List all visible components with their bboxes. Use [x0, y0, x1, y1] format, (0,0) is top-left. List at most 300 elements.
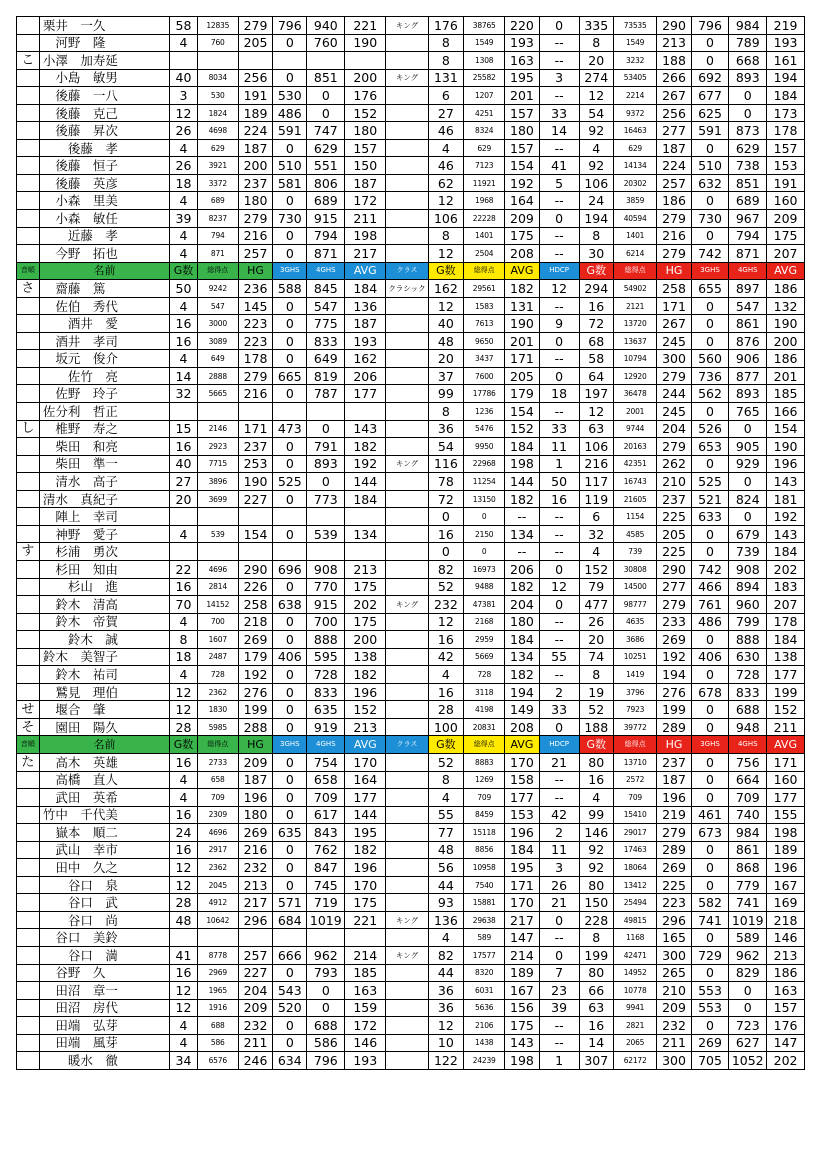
value-cell: 33: [539, 420, 579, 438]
value-cell: 591: [273, 122, 307, 140]
value-cell: [386, 806, 428, 824]
table-row: [17, 841, 805, 859]
value-cell: 161: [767, 52, 805, 70]
value-cell: 44: [428, 876, 463, 894]
value-cell: 547: [307, 297, 345, 315]
value-cell: 677: [691, 87, 729, 105]
value-cell: 24239: [464, 1052, 505, 1070]
value-cell: 187: [238, 771, 272, 789]
value-cell: 4: [170, 771, 197, 789]
value-cell: 0: [691, 543, 729, 561]
value-cell: 68: [579, 332, 613, 350]
value-cell: 196: [238, 789, 272, 807]
value-cell: 0: [428, 508, 463, 526]
value-cell: 1019: [729, 911, 767, 929]
header-cell: 4GHS: [307, 736, 345, 754]
value-cell: [386, 683, 428, 701]
value-cell: 0: [691, 929, 729, 947]
table-row: [17, 929, 805, 947]
value-cell: 279: [238, 210, 272, 228]
value-cell: 0: [273, 718, 307, 736]
table-row: [17, 139, 805, 157]
value-cell: 143: [505, 1034, 539, 1052]
value-cell: 1549: [613, 34, 656, 52]
value-cell: 40: [170, 455, 197, 473]
value-cell: 6214: [613, 245, 656, 263]
value-cell: 739: [613, 543, 656, 561]
value-cell: 207: [767, 245, 805, 263]
value-cell: キング: [386, 946, 428, 964]
value-cell: 47381: [464, 596, 505, 614]
value-cell: 1269: [464, 771, 505, 789]
value-cell: 709: [197, 789, 238, 807]
value-cell: [238, 508, 272, 526]
value-cell: 5665: [197, 385, 238, 403]
value-cell: 8: [579, 929, 613, 947]
value-cell: 237: [238, 174, 272, 192]
value-cell: 196: [345, 859, 386, 877]
value-cell: 146: [345, 1034, 386, 1052]
value-cell: 184: [767, 543, 805, 561]
player-name-cell: 後藤 孝: [39, 139, 169, 157]
value-cell: 300: [657, 350, 691, 368]
value-cell: 162: [428, 280, 463, 298]
value-cell: 279: [657, 210, 691, 228]
value-cell: 3118: [464, 683, 505, 701]
value-cell: [197, 52, 238, 70]
value-cell: 510: [691, 157, 729, 175]
value-cell: 799: [729, 613, 767, 631]
value-cell: 796: [273, 17, 307, 35]
value-cell: 187: [657, 139, 691, 157]
kana-index-cell: [17, 332, 40, 350]
value-cell: 209: [657, 999, 691, 1017]
table-row: [17, 455, 805, 473]
value-cell: --: [539, 789, 579, 807]
value-cell: 33: [539, 104, 579, 122]
value-cell: 147: [767, 1034, 805, 1052]
value-cell: 82: [428, 560, 463, 578]
kana-index-cell: [17, 929, 40, 947]
value-cell: [386, 139, 428, 157]
value-cell: [238, 403, 272, 421]
value-cell: 1052: [729, 1052, 767, 1070]
value-cell: 0: [691, 859, 729, 877]
value-cell: 194: [767, 69, 805, 87]
value-cell: [386, 982, 428, 1000]
value-cell: 164: [505, 192, 539, 210]
value-cell: 21605: [613, 490, 656, 508]
table-row: [17, 999, 805, 1017]
value-cell: 26: [539, 876, 579, 894]
value-cell: 209: [238, 753, 272, 771]
value-cell: [197, 929, 238, 947]
value-cell: --: [539, 525, 579, 543]
value-cell: 4696: [197, 560, 238, 578]
value-cell: 1401: [613, 227, 656, 245]
value-cell: 0: [273, 490, 307, 508]
value-cell: 794: [729, 227, 767, 245]
value-cell: 2959: [464, 631, 505, 649]
value-cell: 679: [729, 525, 767, 543]
value-cell: 52: [579, 701, 613, 719]
value-cell: 138: [345, 648, 386, 666]
kana-index-cell: [17, 139, 40, 157]
value-cell: 2146: [197, 420, 238, 438]
value-cell: [197, 543, 238, 561]
value-cell: 627: [729, 1034, 767, 1052]
value-cell: 20: [428, 350, 463, 368]
player-name-cell: 河野 隆: [39, 34, 169, 52]
value-cell: 906: [729, 350, 767, 368]
value-cell: 256: [238, 69, 272, 87]
value-cell: [386, 718, 428, 736]
value-cell: [386, 789, 428, 807]
value-cell: 20: [579, 52, 613, 70]
value-cell: 223: [657, 894, 691, 912]
value-cell: 12: [170, 859, 197, 877]
value-cell: 39772: [613, 718, 656, 736]
kana-index-cell: [17, 789, 40, 807]
value-cell: 638: [273, 596, 307, 614]
value-cell: 198: [505, 455, 539, 473]
player-name-cell: 栗井 一久: [39, 17, 169, 35]
value-cell: 190: [505, 315, 539, 333]
player-name-cell: 酒井 孝司: [39, 332, 169, 350]
value-cell: 134: [505, 648, 539, 666]
value-cell: 754: [307, 753, 345, 771]
value-cell: 194: [505, 683, 539, 701]
player-name-cell: 田端 風芽: [39, 1034, 169, 1052]
value-cell: 266: [657, 69, 691, 87]
value-cell: 0: [273, 578, 307, 596]
value-cell: 1: [539, 455, 579, 473]
value-cell: 16743: [613, 473, 656, 491]
kana-index-cell: [17, 508, 40, 526]
value-cell: [273, 543, 307, 561]
value-cell: 184: [505, 631, 539, 649]
value-cell: 0: [691, 876, 729, 894]
value-cell: 276: [657, 683, 691, 701]
value-cell: 54: [428, 438, 463, 456]
value-cell: 2487: [197, 648, 238, 666]
player-name-cell: 竹中 千代美: [39, 806, 169, 824]
value-cell: 18: [170, 648, 197, 666]
value-cell: 150: [345, 157, 386, 175]
value-cell: 196: [657, 789, 691, 807]
value-cell: 220: [505, 17, 539, 35]
value-cell: 4198: [464, 701, 505, 719]
value-cell: 28: [170, 894, 197, 912]
value-cell: 0: [691, 789, 729, 807]
value-cell: 218: [238, 613, 272, 631]
kana-index-cell: せ: [17, 701, 40, 719]
value-cell: 0: [691, 315, 729, 333]
value-cell: 1168: [613, 929, 656, 947]
header-cell: G数: [170, 736, 197, 754]
value-cell: 728: [307, 666, 345, 684]
value-cell: 16: [428, 631, 463, 649]
value-cell: --: [539, 227, 579, 245]
value-cell: 9941: [613, 999, 656, 1017]
value-cell: 560: [691, 350, 729, 368]
table-row: [17, 297, 805, 315]
value-cell: 52: [428, 578, 463, 596]
value-cell: 211: [657, 1034, 691, 1052]
kana-index-cell: [17, 578, 40, 596]
value-cell: 2504: [464, 245, 505, 263]
value-cell: 4: [428, 789, 463, 807]
value-cell: 269: [657, 859, 691, 877]
value-cell: 851: [729, 174, 767, 192]
value-cell: 539: [197, 525, 238, 543]
value-cell: [307, 52, 345, 70]
value-cell: 688: [197, 1017, 238, 1035]
value-cell: 8459: [464, 806, 505, 824]
value-cell: 221: [345, 911, 386, 929]
value-cell: 692: [691, 69, 729, 87]
value-cell: 3372: [197, 174, 238, 192]
kana-index-cell: [17, 104, 40, 122]
value-cell: 16: [170, 841, 197, 859]
player-name-cell: 谷口 美鈴: [39, 929, 169, 947]
value-cell: 200: [238, 157, 272, 175]
value-cell: 170: [345, 753, 386, 771]
kana-index-cell: [17, 596, 40, 614]
value-cell: 177: [767, 789, 805, 807]
player-name-cell: 谷口 満: [39, 946, 169, 964]
value-cell: 216: [238, 841, 272, 859]
value-cell: 36: [428, 999, 463, 1017]
value-cell: 175: [505, 1017, 539, 1035]
value-cell: --: [539, 245, 579, 263]
value-cell: 15410: [613, 806, 656, 824]
value-cell: 700: [307, 613, 345, 631]
value-cell: 171: [505, 350, 539, 368]
value-cell: 2917: [197, 841, 238, 859]
value-cell: 709: [307, 789, 345, 807]
value-cell: 145: [238, 297, 272, 315]
value-cell: 0: [273, 613, 307, 631]
player-name-cell: 杉山 進: [39, 578, 169, 596]
value-cell: 1607: [197, 631, 238, 649]
value-cell: 29561: [464, 280, 505, 298]
value-cell: 269: [238, 824, 272, 842]
value-cell: 72: [428, 490, 463, 508]
table-row: [17, 824, 805, 842]
value-cell: 4: [170, 227, 197, 245]
kana-index-cell: [17, 560, 40, 578]
value-cell: 186: [767, 280, 805, 298]
value-cell: 586: [197, 1034, 238, 1052]
value-cell: 547: [197, 297, 238, 315]
kana-index-cell: [17, 1052, 40, 1070]
value-cell: 629: [197, 139, 238, 157]
value-cell: 258: [238, 596, 272, 614]
value-cell: 194: [579, 210, 613, 228]
value-cell: 530: [197, 87, 238, 105]
value-cell: 553: [691, 982, 729, 1000]
value-cell: 632: [691, 174, 729, 192]
value-cell: 211: [767, 718, 805, 736]
value-cell: 10642: [197, 911, 238, 929]
value-cell: 62172: [613, 1052, 656, 1070]
value-cell: [386, 578, 428, 596]
value-cell: 960: [729, 596, 767, 614]
value-cell: 192: [238, 666, 272, 684]
value-cell: [386, 876, 428, 894]
value-cell: 36: [428, 982, 463, 1000]
kana-index-cell: [17, 876, 40, 894]
value-cell: 175: [505, 227, 539, 245]
value-cell: 46: [428, 122, 463, 140]
value-cell: 0: [691, 297, 729, 315]
value-cell: 0: [729, 420, 767, 438]
value-cell: 12: [428, 613, 463, 631]
value-cell: 73535: [613, 17, 656, 35]
table-row: [17, 789, 805, 807]
value-cell: 178: [767, 122, 805, 140]
value-cell: 709: [613, 789, 656, 807]
player-name-cell: 後藤 英彦: [39, 174, 169, 192]
value-cell: 55: [428, 806, 463, 824]
value-cell: 180: [238, 806, 272, 824]
table-row: [17, 911, 805, 929]
value-cell: 4: [170, 613, 197, 631]
value-cell: 742: [691, 245, 729, 263]
value-cell: 595: [307, 648, 345, 666]
value-cell: 2121: [613, 297, 656, 315]
value-cell: 232: [657, 1017, 691, 1035]
value-cell: 159: [345, 999, 386, 1017]
value-cell: 728: [729, 666, 767, 684]
value-cell: 0: [691, 455, 729, 473]
value-cell: 55: [539, 648, 579, 666]
value-cell: 12: [428, 192, 463, 210]
value-cell: 984: [729, 824, 767, 842]
value-cell: 6: [579, 508, 613, 526]
value-cell: 0: [273, 455, 307, 473]
value-cell: 5476: [464, 420, 505, 438]
value-cell: [386, 174, 428, 192]
value-cell: 773: [307, 490, 345, 508]
value-cell: 49815: [613, 911, 656, 929]
value-cell: 205: [238, 34, 272, 52]
value-cell: 0: [691, 753, 729, 771]
value-cell: 0: [691, 525, 729, 543]
value-cell: --: [539, 192, 579, 210]
value-cell: 30808: [613, 560, 656, 578]
value-cell: 237: [657, 490, 691, 508]
value-cell: 210: [657, 982, 691, 1000]
value-cell: 34: [170, 1052, 197, 1070]
value-cell: 0: [307, 87, 345, 105]
value-cell: 246: [238, 1052, 272, 1070]
value-cell: 209: [238, 999, 272, 1017]
value-cell: 48: [428, 841, 463, 859]
value-cell: 8320: [464, 964, 505, 982]
value-cell: 653: [691, 438, 729, 456]
value-cell: 8856: [464, 841, 505, 859]
value-cell: 40: [428, 315, 463, 333]
value-cell: 24: [170, 824, 197, 842]
value-cell: 794: [197, 227, 238, 245]
header-cell: AVG: [505, 736, 539, 754]
value-cell: 9372: [613, 104, 656, 122]
value-cell: 4635: [613, 613, 656, 631]
value-cell: 1438: [464, 1034, 505, 1052]
table-row: [17, 17, 805, 35]
header-cell: 4GHS: [307, 262, 345, 280]
value-cell: 4: [428, 929, 463, 947]
value-cell: 80: [579, 876, 613, 894]
value-cell: 196: [767, 859, 805, 877]
table-row: [17, 806, 805, 824]
value-cell: 201: [505, 87, 539, 105]
value-cell: 0: [539, 946, 579, 964]
value-cell: 0: [273, 34, 307, 52]
value-cell: 3000: [197, 315, 238, 333]
value-cell: 41: [539, 157, 579, 175]
value-cell: 779: [729, 876, 767, 894]
value-cell: 170: [505, 753, 539, 771]
value-cell: 225: [657, 543, 691, 561]
value-cell: 179: [238, 648, 272, 666]
value-cell: 152: [505, 420, 539, 438]
value-cell: 12: [579, 403, 613, 421]
value-cell: 0: [273, 964, 307, 982]
value-cell: 216: [238, 385, 272, 403]
value-cell: 77: [428, 824, 463, 842]
table-row: [17, 894, 805, 912]
value-cell: 0: [273, 806, 307, 824]
value-cell: 37: [428, 367, 463, 385]
value-cell: 678: [691, 683, 729, 701]
value-cell: 10: [428, 1034, 463, 1052]
value-cell: 177: [505, 789, 539, 807]
value-cell: [386, 490, 428, 508]
value-cell: --: [539, 1034, 579, 1052]
player-name-cell: 今野 拓也: [39, 245, 169, 263]
value-cell: 169: [767, 894, 805, 912]
value-cell: 225: [657, 508, 691, 526]
value-cell: 547: [729, 297, 767, 315]
value-cell: 664: [729, 771, 767, 789]
value-cell: 269: [657, 631, 691, 649]
value-cell: 267: [657, 315, 691, 333]
kana-index-cell: [17, 174, 40, 192]
value-cell: 279: [657, 824, 691, 842]
table-row: [17, 280, 805, 298]
value-cell: 4585: [613, 525, 656, 543]
value-cell: 11: [539, 841, 579, 859]
value-cell: 195: [505, 69, 539, 87]
value-cell: 214: [505, 946, 539, 964]
value-cell: [170, 52, 197, 70]
value-cell: [273, 508, 307, 526]
value-cell: 3232: [613, 52, 656, 70]
value-cell: 629: [464, 139, 505, 157]
value-cell: 181: [767, 490, 805, 508]
value-cell: 847: [307, 859, 345, 877]
kana-index-cell: [17, 999, 40, 1017]
value-cell: 0: [273, 631, 307, 649]
value-cell: 655: [691, 280, 729, 298]
value-cell: 5985: [197, 718, 238, 736]
value-cell: 200: [345, 69, 386, 87]
value-cell: 1916: [197, 999, 238, 1017]
header-cell: 名前: [39, 736, 169, 754]
